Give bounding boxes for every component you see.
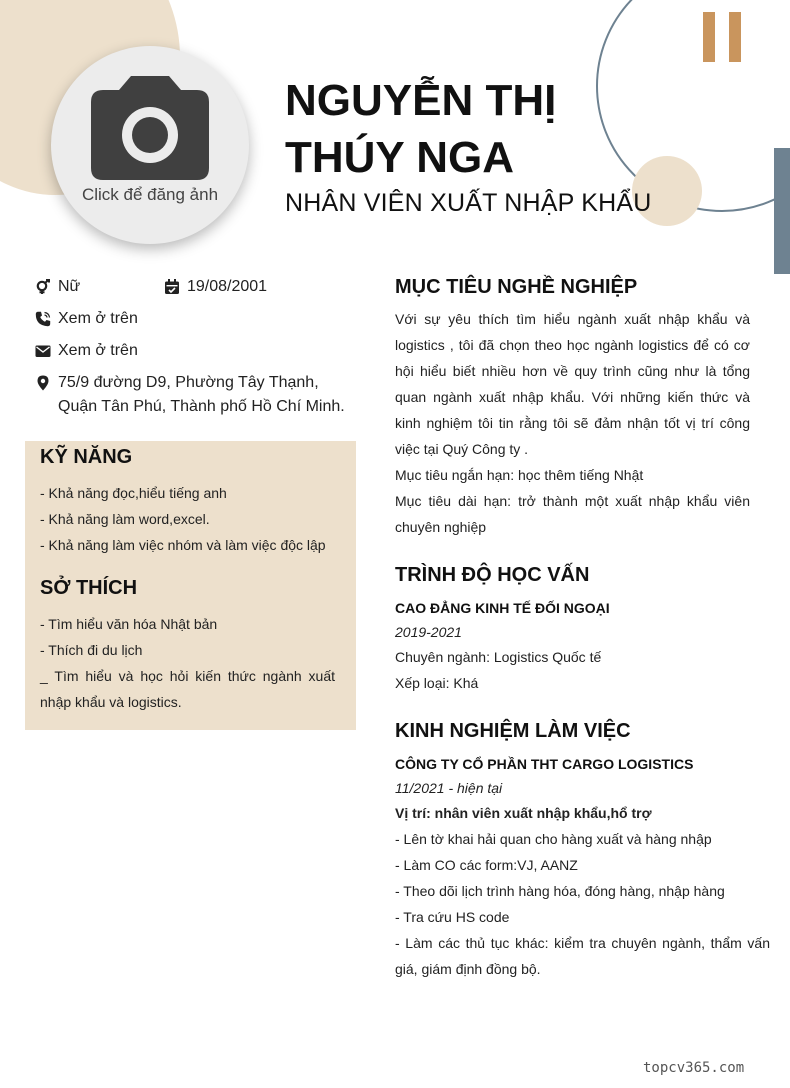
objective-heading: MỤC TIÊU NGHỀ NGHIỆP bbox=[395, 276, 638, 298]
education-school: CAO ĐẲNG KINH TẾ ĐỐI NGOẠI bbox=[395, 600, 610, 616]
decorative-side-bar bbox=[774, 148, 790, 274]
skill-item: - Khả năng làm word,excel. bbox=[40, 511, 210, 527]
objective-short-term: Mục tiêu ngắn hạn: học thêm tiếng Nhật bbox=[395, 467, 644, 483]
education-heading: TRÌNH ĐỘ HỌC VẤN bbox=[395, 564, 590, 586]
objective-long-term: Mục tiêu dài hạn: trở thành một xuất nhập khẩu viên chuyên nghiệp bbox=[395, 493, 750, 535]
experience-company: CÔNG TY CỔ PHẦN THT CARGO LOGISTICS bbox=[395, 756, 694, 772]
phone-row bbox=[35, 307, 335, 331]
address-value: 75/9 đường D9, Phường Tây Thạnh, Quận Tân Phú, Thành phố Hồ Chí Minh. bbox=[58, 374, 345, 415]
avatar-caption: Click để đăng ảnh bbox=[81, 185, 219, 204]
hobby-item: - Thích đi du lịch bbox=[40, 642, 143, 658]
gender-row bbox=[35, 275, 155, 299]
education-period: 2019-2021 bbox=[395, 624, 462, 640]
gender-icon bbox=[35, 279, 51, 295]
birthday-row bbox=[164, 275, 324, 299]
avatar-upload[interactable] bbox=[51, 46, 249, 244]
experience-duty: - Làm CO các form:VJ, AANZ bbox=[395, 857, 578, 873]
location-icon bbox=[35, 375, 51, 391]
skills-heading: KỸ NĂNG bbox=[40, 446, 133, 468]
phone-value: Xem ở trên bbox=[58, 310, 138, 327]
phone-icon bbox=[35, 311, 51, 327]
email-value: Xem ở trên bbox=[58, 342, 138, 359]
experience-duty: - Tra cứu HS code bbox=[395, 909, 510, 925]
hobby-item: - Tìm hiểu văn hóa Nhật bản bbox=[40, 616, 218, 632]
experience-duty: - Theo dõi lịch trình hàng hóa, đóng hàng, nhập hàng bbox=[395, 883, 725, 899]
address-row bbox=[35, 371, 360, 421]
experience-duty: - Lên tờ khai hải quan cho hàng xuất và hàng nhập bbox=[395, 831, 712, 847]
camera-icon bbox=[91, 76, 209, 180]
hobbies-heading: SỞ THÍCH bbox=[40, 577, 138, 599]
candidate-name: NGUYỄN THỊ THÚY NGA bbox=[285, 76, 557, 182]
objective-paragraph: Với sự yêu thích tìm hiểu ngành xuất nhập khẩu và logistics , tôi đã chọn theo học ngành logistics để có cơ hội hiểu biết nhiều hơn về quy trình cũng như là tổng quan ngành xuất nhập khẩu. Với những kiến thức và kinh nghiệm tôi tin rằng tôi sẽ đảm nhận tốt vị trí công việc tại Quý Công ty . bbox=[395, 311, 750, 457]
job-title: NHÂN VIÊN XUẤT NHẬP KHẨU bbox=[285, 189, 652, 217]
education-grade: Xếp loại: Khá bbox=[395, 675, 479, 691]
experience-duty: - Làm các thủ tục khác: kiểm tra chuyên ngành, thẩm vấn giá, giám định đồng bộ. bbox=[395, 935, 770, 977]
decorative-double-bar bbox=[703, 12, 741, 62]
email-row bbox=[35, 339, 335, 363]
experience-position: Vị trí: nhân viên xuất nhập khẩu,hổ trợ bbox=[395, 805, 652, 821]
birthday-value: 19/08/2001 bbox=[187, 278, 268, 295]
gender-value: Nữ bbox=[58, 278, 81, 295]
email-icon bbox=[35, 343, 51, 359]
calendar-icon bbox=[164, 279, 180, 295]
skill-item: - Khả năng đọc,hiểu tiếng anh bbox=[40, 485, 227, 501]
experience-heading: KINH NGHIỆM LÀM VIỆC bbox=[395, 720, 631, 742]
education-major: Chuyên ngành: Logistics Quốc tế bbox=[395, 649, 602, 665]
hobby-item: _ Tìm hiểu và học hỏi kiến thức ngành xuất nhập khẩu và logistics. bbox=[40, 668, 335, 710]
footer-site: topcv365.com bbox=[643, 1060, 745, 1076]
skill-item: - Khả năng làm việc nhóm và làm việc độc lập bbox=[40, 537, 326, 553]
experience-period: 11/2021 - hiện tại bbox=[395, 780, 503, 796]
